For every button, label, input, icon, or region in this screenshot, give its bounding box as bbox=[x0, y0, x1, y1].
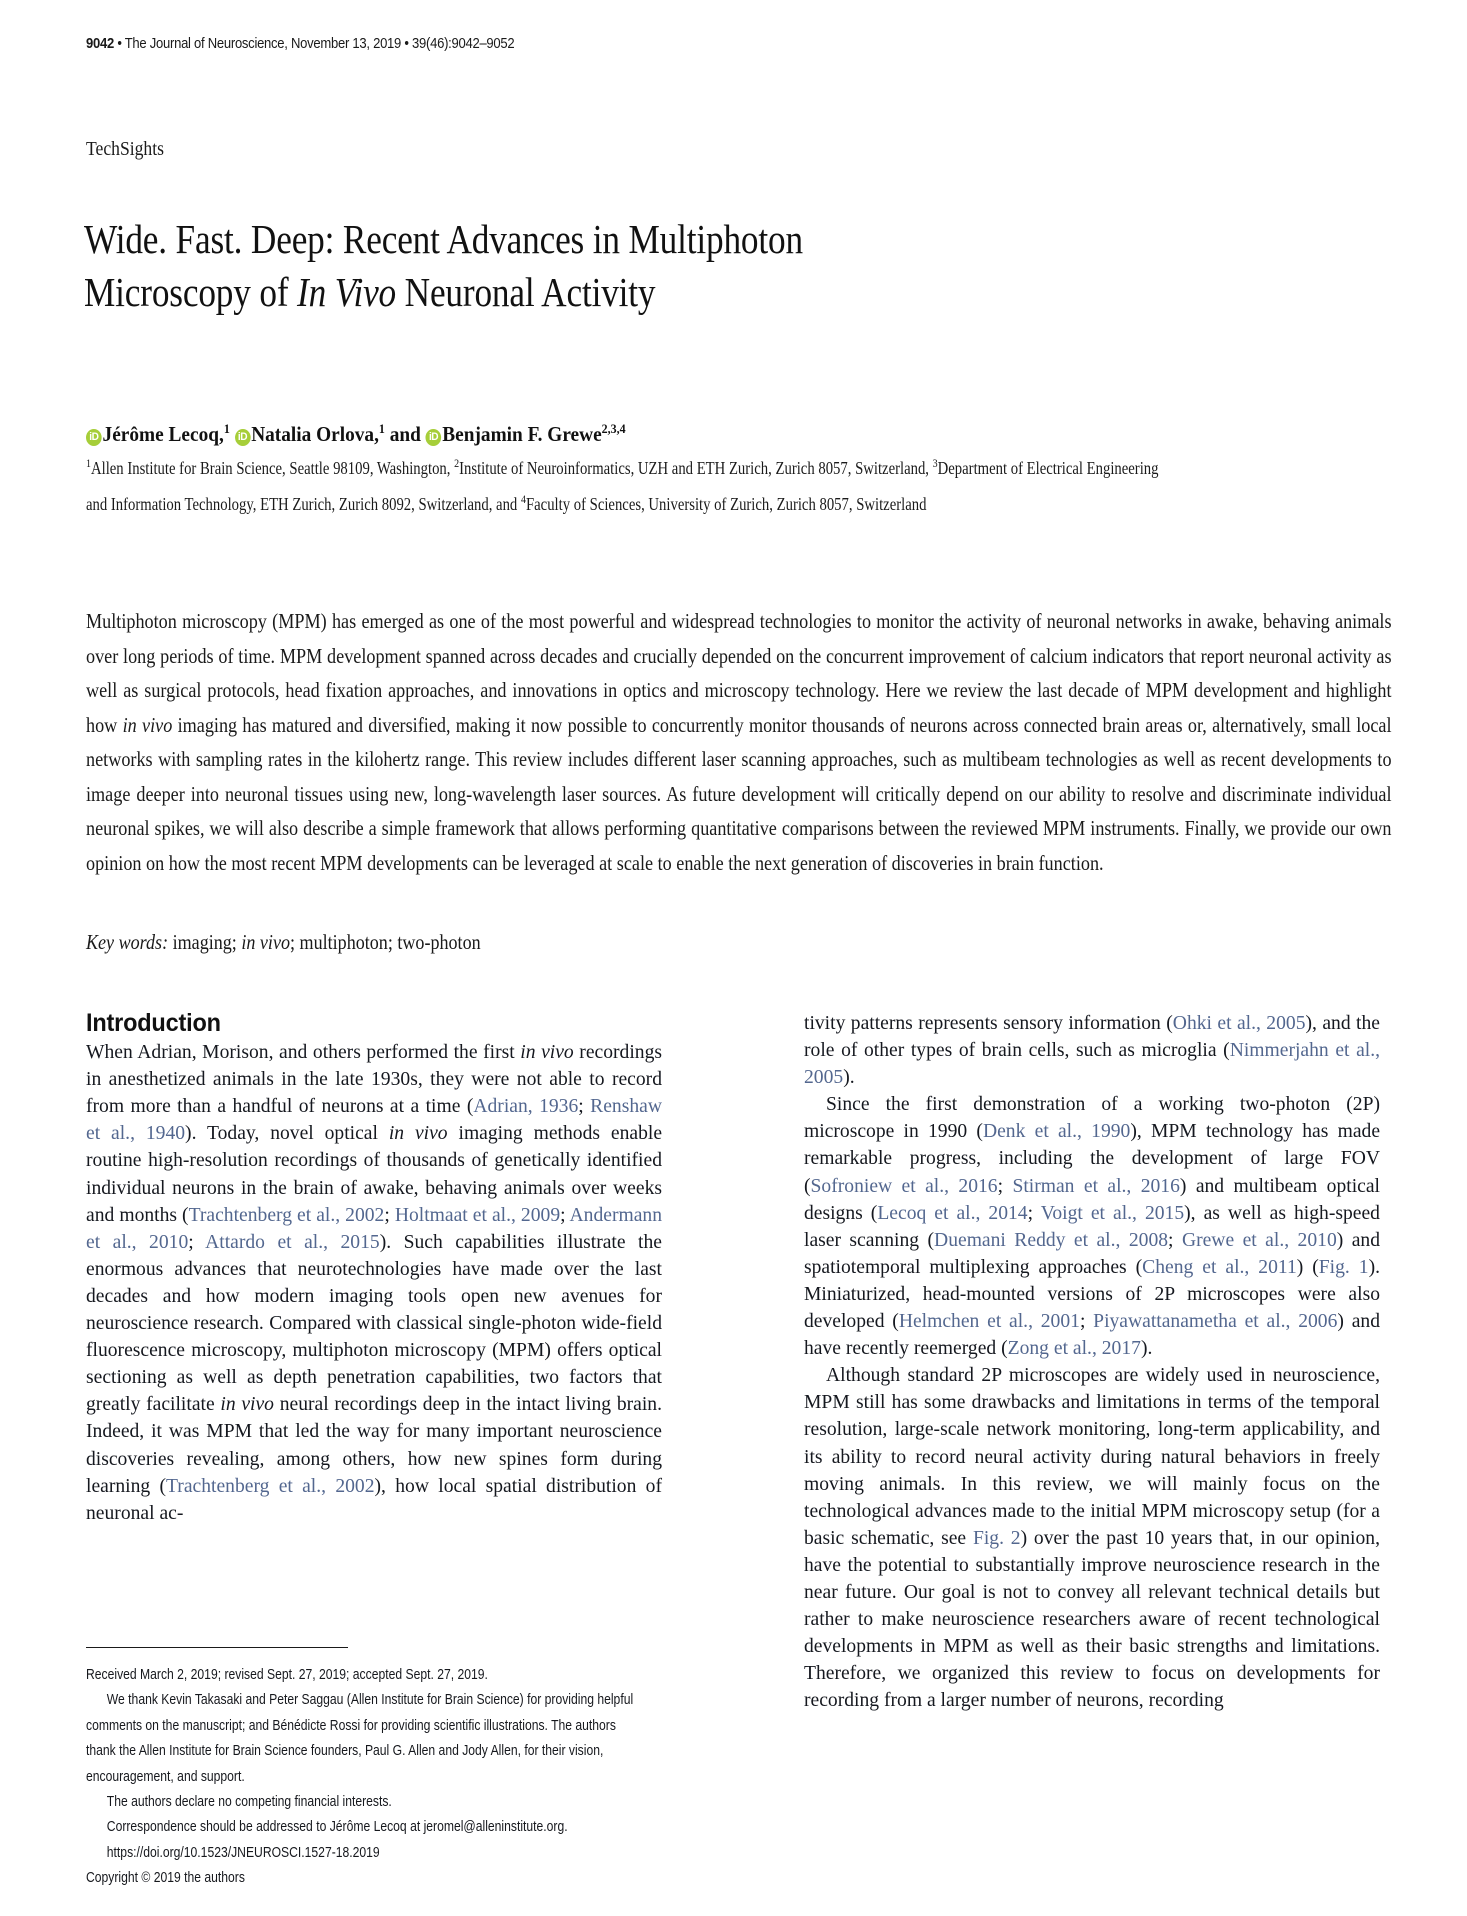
text-run: ; bbox=[1079, 1311, 1094, 1333]
text-run: ). bbox=[843, 1067, 855, 1089]
affiliation-text-4: Faculty of Sciences, University of Zurich, Zurich 8057, Switzerland bbox=[525, 493, 927, 514]
text-run: ; bbox=[188, 1231, 206, 1253]
keywords-before: imaging; bbox=[168, 930, 242, 954]
title-line-2-part-1: Microscopy of bbox=[84, 269, 298, 316]
text-run: ) and have recently reemerged ( bbox=[804, 1311, 1380, 1360]
orcid-icon[interactable]: iD bbox=[86, 429, 102, 446]
citation-link[interactable]: Stirman et al., 2016 bbox=[1012, 1175, 1180, 1197]
citation-link[interactable]: Adrian, 1936 bbox=[473, 1096, 579, 1118]
title-italic-in-vivo: In Vivo bbox=[297, 269, 397, 316]
footnote-received-dates: Received March 2, 2019; revised Sept. 27, 2019; accepted Sept. 27, 2019. bbox=[86, 1666, 488, 1683]
text-run: ; bbox=[1168, 1229, 1182, 1251]
abstract bbox=[86, 604, 1392, 880]
author-3-affiliation-marker: 2,3,4 bbox=[601, 421, 626, 436]
text-run: ; bbox=[1027, 1202, 1041, 1224]
text-run: ; bbox=[384, 1204, 395, 1226]
italic-in-vivo: in vivo bbox=[220, 1394, 274, 1416]
article-type-label: TechSights bbox=[86, 138, 164, 160]
affiliations bbox=[86, 448, 1178, 520]
citation-link[interactable]: Sofroniew et al., 2016 bbox=[810, 1175, 998, 1197]
author-name-2: Natalia Orlova, bbox=[251, 422, 379, 446]
running-head-text: • The Journal of Neuroscience, November 13, 2019 • 39(46):9042–9052 bbox=[117, 36, 515, 52]
citation-link[interactable]: Holtmaat et al., 2009 bbox=[394, 1204, 561, 1226]
citation-link[interactable]: Cheng et al., 2011 bbox=[1142, 1256, 1297, 1278]
author-conjunction: and bbox=[384, 422, 426, 446]
footnote-acknowledgments: We thank Kevin Takasaki and Peter Saggau (Allen Institute for Brain Science) for providing helpful comments on the manuscript; and Bénédicte Rossi for providing scientific illustrations. The authors thank the Allen Institute for Brain Science founders, Paul G. Allen and Jody Allen, for their vision, encouragement, and support. bbox=[86, 1691, 634, 1785]
affiliation-text-1: Allen Institute for Brain Science, Seattle 98109, Washington, bbox=[91, 457, 455, 478]
body-column-left bbox=[86, 1010, 662, 1527]
abstract-part-2: imaging has matured and diversified, making it now possible to concurrently monitor thousands of neurons across connected brain areas or, alternatively, small local networks with sampling rates in the kilohertz range. This review includes different laser scanning approaches, such as multibeam technologies as well as recent developments to image deeper into neuronal tissues using new, long-wavelength laser sources. As future development will critically depend on our ability to resolve and discriminate individual neuronal spikes, we will also describe a simple framework that allows performing quantitative comparisons between the reviewed MPM instruments. Finally, we provide our own opinion on how the most recent MPM developments can be leveraged at scale to enable the next generation of discoveries in brain function. bbox=[86, 712, 1392, 875]
footnote-doi-link[interactable]: https://doi.org/10.1523/JNEUROSCI.1527-18.2019 bbox=[106, 1843, 380, 1861]
paragraph-2p-history bbox=[804, 1091, 1380, 1362]
orcid-icon[interactable]: iD bbox=[426, 429, 442, 446]
page-number: 9042 bbox=[86, 36, 114, 52]
citation-link[interactable]: Nimmerjahn et al., 2005 bbox=[804, 1040, 1381, 1089]
citation-link[interactable]: Ohki et al., 2005 bbox=[1172, 1013, 1306, 1034]
author-2-affiliation-marker: 1 bbox=[378, 421, 385, 436]
paragraph-introduction bbox=[86, 1039, 662, 1527]
text-run: neural recordings deep in the intact living brain. Indeed, it was MPM that led the way for many important neuroscience discoveries revealing, among others, how new spines form during learning ( bbox=[86, 1394, 662, 1497]
abstract-italic-in-vivo: in vivo bbox=[122, 712, 173, 737]
text-run: ) over the past 10 years that, in our opinion, have the potential to substantially improve neuroscience research in the near future. Our goal is not to convey all relevant technical details but rather to make neuroscience researchers aware of recent technological developments in MPM as well as their basic strengths and limitations. Therefore, we organized this review to focus on developments for recording from a larger number of neurons, recording bbox=[804, 1527, 1380, 1712]
citation-link[interactable]: Renshaw et al., 1940 bbox=[86, 1096, 662, 1145]
footnote-block bbox=[86, 1662, 638, 1891]
text-run: ) and multibeam optical designs ( bbox=[804, 1175, 1380, 1224]
figure-reference-1[interactable]: Fig. 1 bbox=[1318, 1256, 1369, 1278]
text-run: ), how local spatial distribution of neuronal ac- bbox=[86, 1475, 663, 1524]
text-run: imaging methods enable routine high-resolution recordings of thousands of genetically identified individual neurons in the brain of awake, behaving animals over weeks and months ( bbox=[86, 1123, 663, 1226]
text-run: ), and the role of other types of brain cells, such as microglia ( bbox=[804, 1013, 1380, 1062]
body-column-right bbox=[804, 1010, 1380, 1714]
text-run: ) and spatiotemporal multiplexing approaches ( bbox=[804, 1229, 1381, 1278]
affiliation-marker-2: 2 bbox=[454, 456, 460, 470]
text-run: ). bbox=[1140, 1338, 1153, 1360]
section-heading-introduction: Introduction bbox=[86, 1009, 221, 1037]
affiliation-marker-1: 1 bbox=[86, 456, 92, 470]
page-title bbox=[84, 213, 910, 319]
text-run: Since the first demonstration of a working two-photon (2P) microscope in 1990 ( bbox=[804, 1094, 1380, 1143]
abstract-part-1: Multiphoton microscopy (MPM) has emerged as one of the most powerful and widespread technologies to monitor the activity of neuronal networks in awake, behaving animals over long periods of time. MPM development spanned across decades and crucially depended on the concurrent improvement of calcium indicators that report neuronal activity as well as surgical protocols, head fixation approaches, and innovations in optics and microscopy technology. Here we review the last decade of MPM development and highlight how bbox=[86, 609, 1392, 737]
paragraph-continuation bbox=[804, 1010, 1380, 1091]
orcid-icon[interactable]: iD bbox=[235, 429, 251, 446]
text-run: ; bbox=[560, 1204, 570, 1226]
affiliation-text-2: Institute of Neuroinformatics, UZH and ETH Zurich, Zurich 8057, Switzerland, bbox=[459, 457, 933, 478]
citation-link[interactable]: Zong et al., 2017 bbox=[1007, 1338, 1141, 1360]
citation-link[interactable]: Trachtenberg et al., 2002 bbox=[166, 1475, 375, 1497]
text-run: ), MPM technology has made remarkable progress, including the development of large FOV ( bbox=[804, 1121, 1381, 1197]
author-name-1: Jérôme Lecoq, bbox=[102, 422, 224, 446]
italic-in-vivo: in vivo bbox=[520, 1042, 574, 1064]
citation-link[interactable]: Attardo et al., 2015 bbox=[205, 1231, 380, 1253]
affiliation-marker-3: 3 bbox=[932, 456, 938, 470]
footnote-copyright: Copyright © 2019 the authors bbox=[86, 1869, 245, 1887]
affiliation-text-3: Department of Electrical Engineering and Information Technology, ETH Zurich, Zurich 8092, Switzerland, and bbox=[86, 457, 1159, 514]
citation-link[interactable]: Duemani Reddy et al., 2008 bbox=[934, 1229, 1169, 1251]
text-run: ). Today, novel optical bbox=[185, 1123, 389, 1145]
affiliation-marker-4: 4 bbox=[520, 491, 526, 506]
citation-link[interactable]: Denk et al., 1990 bbox=[982, 1121, 1131, 1143]
text-run: ; bbox=[578, 1096, 591, 1118]
figure-reference-2[interactable]: Fig. 2 bbox=[972, 1527, 1021, 1549]
paragraph-review-scope bbox=[804, 1362, 1380, 1714]
keywords bbox=[86, 930, 1376, 955]
author-list bbox=[86, 416, 1300, 447]
title-line-2-part-2: Neuronal Activity bbox=[396, 269, 656, 316]
text-run: ), as well as high-speed laser scanning ( bbox=[804, 1202, 1380, 1251]
author-1-affiliation-marker: 1 bbox=[223, 421, 230, 436]
author-name-3: Benjamin F. Grewe bbox=[442, 422, 602, 446]
citation-link[interactable]: Piyawattanametha et al., 2006 bbox=[1093, 1311, 1338, 1333]
text-run: ) ( bbox=[1296, 1256, 1319, 1278]
citation-link[interactable]: Voigt et al., 2015 bbox=[1040, 1202, 1185, 1224]
keywords-label: Key words: bbox=[86, 930, 169, 954]
italic-in-vivo: in vivo bbox=[388, 1123, 448, 1145]
footnote-divider bbox=[86, 1647, 348, 1648]
footnote-correspondence: Correspondence should be addressed to Jérôme Lecoq at jeromel@alleninstitute.org. bbox=[106, 1818, 568, 1836]
title-line-1: Wide. Fast. Deep: Recent Advances in Multiphoton bbox=[84, 216, 803, 263]
citation-link[interactable]: Trachtenberg et al., 2002 bbox=[188, 1204, 385, 1226]
text-run: ). Such capabilities illustrate the enormous advances that neurotechnologies have made over the last decades and how modern imaging tools open new avenues for neuroscience research. Compared with classical single-photon wide-field fluorescence microscopy, multiphoton microscopy (MPM) offers optical sectioning as well as depth penetration capabilities, two factors that greatly facilitate bbox=[86, 1231, 662, 1416]
running-head bbox=[86, 36, 514, 52]
citation-link[interactable]: Lecoq et al., 2014 bbox=[877, 1202, 1028, 1224]
citation-link[interactable]: Andermann et al., 2010 bbox=[86, 1204, 663, 1253]
text-run: recordings in anesthetized animals in the late 1930s, they were not able to record from more than a handful of neurons at a time ( bbox=[86, 1042, 662, 1118]
citation-link[interactable]: Helmchen et al., 2001 bbox=[898, 1311, 1080, 1333]
text-run: When Adrian, Morison, and others performed the first bbox=[86, 1042, 521, 1064]
keywords-italic-in-vivo: in vivo bbox=[241, 930, 290, 954]
text-run: Although standard 2P microscopes are widely used in neuroscience, MPM still has some drawbacks and limitations in terms of the temporal resolution, large-scale network monitoring, long-term applicability, and its ability to record neural activity during natural behaviors in freely moving animals. In this review, we will mainly focus on the technological advances made to the initial MPM microscopy setup (for a basic schematic, see bbox=[804, 1365, 1380, 1549]
keywords-after: ; multiphoton; two-photon bbox=[289, 930, 481, 954]
text-run: ; bbox=[997, 1175, 1013, 1197]
footnote-competing-interests: The authors declare no competing financial interests. bbox=[106, 1793, 392, 1811]
text-run: tivity patterns represents sensory information ( bbox=[804, 1013, 1173, 1034]
text-run: ). Miniaturized, head-mounted versions of 2P microscopes were also developed ( bbox=[804, 1256, 1381, 1333]
citation-link[interactable]: Grewe et al., 2010 bbox=[1181, 1229, 1337, 1251]
